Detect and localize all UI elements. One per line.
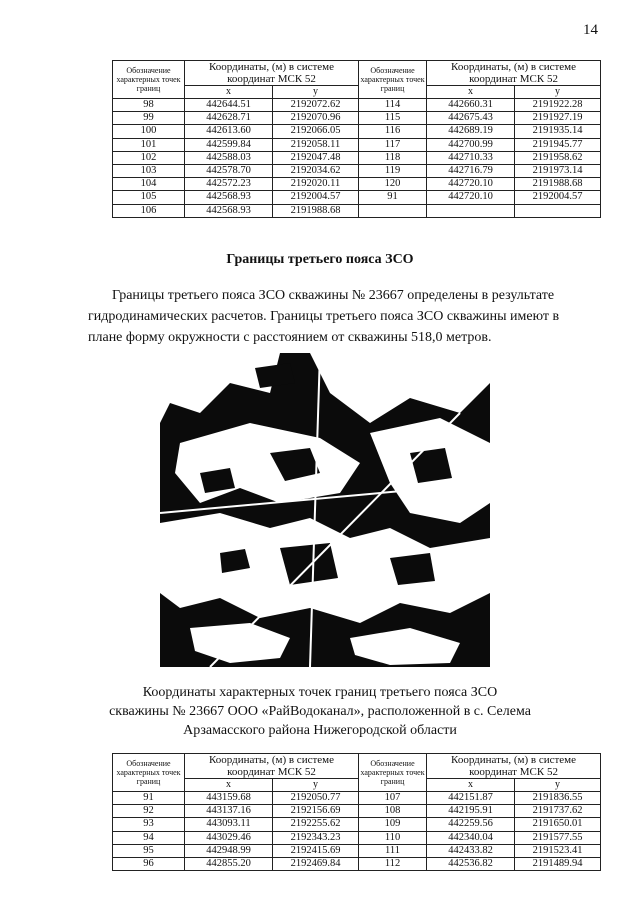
table-cell: 442644.51 — [185, 99, 273, 112]
table-row — [113, 151, 601, 164]
table-cell: 109 — [359, 818, 427, 831]
table-cell: 443029.46 — [185, 831, 273, 844]
table-cell: 442689.19 — [427, 125, 515, 138]
table-cell: 2191737.62 — [515, 805, 601, 818]
table-cell: 2191523.41 — [515, 844, 601, 857]
table-row — [113, 164, 601, 177]
point-label-header: Обозначение характерных точек границ — [113, 61, 185, 99]
table-cell: 99 — [113, 112, 185, 125]
table-row — [113, 178, 601, 191]
table-cell: 442599.84 — [185, 138, 273, 151]
table-cell: 442710.33 — [427, 151, 515, 164]
table-cell: 442716.79 — [427, 164, 515, 177]
table-cell: 2192050.77 — [273, 792, 359, 805]
table-cell: 442700.99 — [427, 138, 515, 151]
table-row — [113, 125, 601, 138]
table-cell: 106 — [113, 204, 185, 217]
table-cell: 442433.82 — [427, 844, 515, 857]
table-cell: 100 — [113, 125, 185, 138]
table-cell: 442195.91 — [427, 805, 515, 818]
paragraph-line: гидродинамических расчетов. Границы третьего пояса ЗСО скважины имеют в — [88, 309, 560, 324]
table-cell: 96 — [113, 857, 185, 870]
table-cell: 108 — [359, 805, 427, 818]
table-row — [113, 818, 601, 831]
table-cell: 110 — [359, 831, 427, 844]
x-header: x — [185, 779, 273, 792]
table-row — [113, 204, 601, 217]
table-row — [113, 844, 601, 857]
table-cell: 2192020.11 — [273, 178, 359, 191]
table-cell: 120 — [359, 178, 427, 191]
table-cell: 111 — [359, 844, 427, 857]
coords-label-header: Координаты, (м) в системе координат МСК 52 — [427, 61, 601, 86]
table-cell: 443137.16 — [185, 805, 273, 818]
table-cell: 102 — [113, 151, 185, 164]
table-cell: 112 — [359, 857, 427, 870]
table-cell: 91 — [359, 191, 427, 204]
paragraph-line: плане форму окружности с расстоянием от скважины 518,0 метров. — [88, 330, 492, 345]
table-row — [113, 112, 601, 125]
table-cell: 2192047.48 — [273, 151, 359, 164]
table-cell: 95 — [113, 844, 185, 857]
table-cell: 98 — [113, 99, 185, 112]
table-cell: 2191958.62 — [515, 151, 601, 164]
caption-line: Арзамасского района Нижегородской области — [183, 723, 457, 738]
table-cell: 104 — [113, 178, 185, 191]
table-cell: 2192004.57 — [515, 191, 601, 204]
table-cell: 103 — [113, 164, 185, 177]
y-header: y — [515, 779, 601, 792]
table-cell: 442855.20 — [185, 857, 273, 870]
coords-label-header: Координаты, (м) в системе координат МСК 52 — [427, 754, 601, 779]
y-header: y — [273, 779, 359, 792]
caption-line: скважины № 23667 ООО «РайВодоканал», расположенной в с. Селема — [109, 704, 531, 719]
table-cell: 2191650.01 — [515, 818, 601, 831]
table-row — [113, 805, 601, 818]
table-row — [113, 99, 601, 112]
coords-label-header: Координаты, (м) в системе координат МСК 52 — [185, 61, 359, 86]
table-cell: 2191945.77 — [515, 138, 601, 151]
table-cell: 119 — [359, 164, 427, 177]
table-cell: 442536.82 — [427, 857, 515, 870]
table-cell: 114 — [359, 99, 427, 112]
table-cell: 442588.03 — [185, 151, 273, 164]
table-cell: 2192156.69 — [273, 805, 359, 818]
table-cell: 442151.87 — [427, 792, 515, 805]
table-cell: 442568.93 — [185, 204, 273, 217]
table-cell: 2192034.62 — [273, 164, 359, 177]
table-cell: 2192255.62 — [273, 818, 359, 831]
table-cell: 442660.31 — [427, 99, 515, 112]
table-row — [113, 792, 601, 805]
table-cell: 117 — [359, 138, 427, 151]
table-cell: 442948.99 — [185, 844, 273, 857]
table-cell: 442628.71 — [185, 112, 273, 125]
coords-label-header: Координаты, (м) в системе координат МСК 52 — [185, 754, 359, 779]
table-cell: 94 — [113, 831, 185, 844]
table-cell — [359, 204, 427, 217]
point-label-header: Обозначение характерных точек границ — [359, 61, 427, 99]
table-cell: 443159.68 — [185, 792, 273, 805]
section-paragraph — [88, 285, 600, 348]
page-number: 14 — [583, 22, 598, 38]
table-body — [113, 792, 601, 871]
table-cell: 2191489.94 — [515, 857, 601, 870]
table-cell: 442572.23 — [185, 178, 273, 191]
table-cell: 442720.10 — [427, 178, 515, 191]
table-cell: 2191836.55 — [515, 792, 601, 805]
table-cell: 443093.11 — [185, 818, 273, 831]
table-cell: 115 — [359, 112, 427, 125]
caption-line: Координаты характерных точек границ третьего пояса ЗСО — [142, 685, 498, 700]
table-cell: 2192058.11 — [273, 138, 359, 151]
table-cell: 442259.56 — [427, 818, 515, 831]
paragraph-line: Границы третьего пояса ЗСО скважины № 23667 определены в результате — [112, 288, 555, 303]
table-cell: 2192066.05 — [273, 125, 359, 138]
table-cell: 2192469.84 — [273, 857, 359, 870]
y-header: y — [515, 86, 601, 99]
x-header: x — [427, 779, 515, 792]
table-cell — [515, 204, 601, 217]
table-cell: 116 — [359, 125, 427, 138]
table-cell: 442613.60 — [185, 125, 273, 138]
table-cell: 118 — [359, 151, 427, 164]
point-label-header: Обозначение характерных точек границ — [113, 754, 185, 792]
table-cell: 2192070.96 — [273, 112, 359, 125]
x-header: x — [427, 86, 515, 99]
table-cell: 442568.93 — [185, 191, 273, 204]
point-label-header: Обозначение характерных точек границ — [359, 754, 427, 792]
table-cell: 2192072.62 — [273, 99, 359, 112]
table-cell: 92 — [113, 805, 185, 818]
coordinates-table-top — [112, 60, 601, 218]
table-cell: 2192004.57 — [273, 191, 359, 204]
table-row — [113, 191, 601, 204]
table-cell: 442578.70 — [185, 164, 273, 177]
table-cell: 107 — [359, 792, 427, 805]
table-cell: 2192343.23 — [273, 831, 359, 844]
table-cell: 2192415.69 — [273, 844, 359, 857]
aerial-map-photo — [160, 353, 490, 667]
table-cell: 2191988.68 — [515, 178, 601, 191]
table-caption — [80, 683, 560, 740]
table-row — [113, 138, 601, 151]
table-cell: 105 — [113, 191, 185, 204]
table-cell: 91 — [113, 792, 185, 805]
table-cell: 2191927.19 — [515, 112, 601, 125]
table-cell: 93 — [113, 818, 185, 831]
table-cell: 2191973.14 — [515, 164, 601, 177]
table-row — [113, 831, 601, 844]
x-header: x — [185, 86, 273, 99]
y-header: y — [273, 86, 359, 99]
table-cell: 2191922.28 — [515, 99, 601, 112]
table-cell: 442720.10 — [427, 191, 515, 204]
table-cell: 2191935.14 — [515, 125, 601, 138]
table-row — [113, 857, 601, 870]
table-cell: 442340.04 — [427, 831, 515, 844]
table-cell: 101 — [113, 138, 185, 151]
table-cell: 442675.43 — [427, 112, 515, 125]
table-body — [113, 99, 601, 218]
section-heading: Границы третьего пояса ЗСО — [226, 252, 414, 267]
table-cell: 2191577.55 — [515, 831, 601, 844]
table-cell: 2191988.68 — [273, 204, 359, 217]
coordinates-table-bottom — [112, 753, 601, 871]
table-cell — [427, 204, 515, 217]
